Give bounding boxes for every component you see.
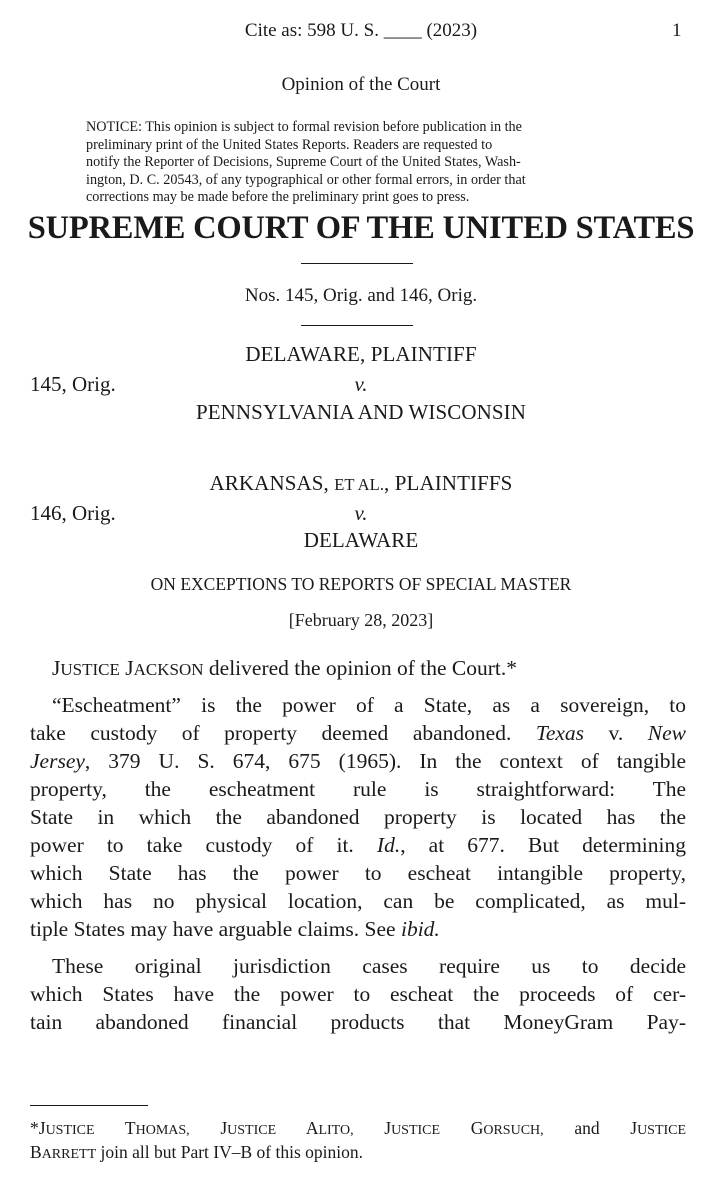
notice-line: ington, D. C. 20543, of any typographical or other formal errors, in order that <box>86 171 526 188</box>
case1-defendant: PENNSYLVANIA AND WISCONSIN <box>195 400 527 424</box>
fn-justice-sc: USTICE <box>637 1123 687 1138</box>
fn-thomas-text: HOMAS <box>135 1123 187 1138</box>
body-line <box>30 748 686 775</box>
notice-line: NOTICE: This opinion is subject to formal revision before publication in the <box>86 119 522 135</box>
body-text: take custody of property deemed abandoned. <box>30 721 512 745</box>
docket-numbers: Nos. 145, Orig. and 146, Orig. <box>244 285 478 306</box>
body-line: property, the escheatment rule is straightforward: The <box>30 777 686 801</box>
fn-alito-a: A <box>305 1118 319 1138</box>
intro-j: J <box>52 656 61 680</box>
intro-jackson-j: J <box>125 656 134 680</box>
body-line: State in which the abandoned property is located has the <box>30 805 686 829</box>
case2-versus: v. <box>354 501 368 525</box>
body-line: which State has the power to escheat intangible property, <box>30 861 686 885</box>
court-title: SUPREME COURT OF THE UNITED STATES <box>27 210 695 246</box>
opinion-intro-line <box>52 655 686 682</box>
fn-and: and <box>574 1118 600 1138</box>
notice-line: notify the Reporter of Decisions, Supreme Court of the United States, Wash- <box>86 154 521 171</box>
fn-j2: J <box>220 1118 228 1138</box>
fn-justice-sc: USTICE <box>45 1123 95 1138</box>
footnote-rule <box>30 1105 148 1106</box>
notice-line: preliminary print of the United States Reports. Readers are requested to <box>86 136 493 153</box>
intro-jackson-sc: ACKSON <box>133 660 204 679</box>
fn-gorsuch-sc: ORSUCH, <box>483 1123 544 1138</box>
divider-rule <box>301 325 413 326</box>
fn-alito-text: LITO <box>318 1123 351 1138</box>
body-line: tain abandoned financial products that MoneyGram Pay- <box>30 1010 686 1034</box>
body-line: which has no physical location, can be complicated, as mul- <box>30 889 686 913</box>
case-name-texas: Texas <box>535 721 585 745</box>
case-name-new: New <box>647 721 687 745</box>
fn-thomas-sc: HOMAS, <box>135 1123 190 1138</box>
body-line: “Escheatment” is the power of a State, as a sovereign, to <box>52 693 686 717</box>
case2-plaintiff-name: ARKANSAS, <box>209 471 329 495</box>
intro-justice-sc: USTICE <box>60 660 120 679</box>
fn-gorsuch-g: G <box>470 1118 484 1138</box>
body-line <box>30 720 686 747</box>
case2-plaintiff-role: , PLAINTIFFS <box>384 471 513 495</box>
footnote-line <box>30 1140 686 1164</box>
divider-rule <box>301 263 413 264</box>
fn-j4: J <box>630 1118 638 1138</box>
fn-j3: J <box>384 1118 392 1138</box>
notice-line: corrections may be made before the preliminary print goes to press. <box>86 189 470 206</box>
fn-barrett-b: B <box>30 1142 42 1162</box>
body-line <box>30 832 686 859</box>
fn-rest: join all but Part IV–B of this opinion. <box>96 1142 364 1162</box>
case2-defendant: DELAWARE <box>303 528 419 552</box>
case1-versus: v. <box>354 372 368 396</box>
citation-header: Cite as: 598 U. S. ____ (2023) <box>244 20 478 41</box>
opinion-label: Opinion of the Court <box>281 74 441 95</box>
case2-number: 146, Orig. <box>30 501 116 525</box>
case1-plaintiff: DELAWARE, PLAINTIFF <box>245 342 477 366</box>
notice-paragraph <box>86 119 634 207</box>
body-text: , at 677. But determining <box>400 833 687 857</box>
fn-justice-sc: USTICE <box>227 1123 277 1138</box>
intro-rest: delivered the opinion of the Court.* <box>203 656 518 680</box>
footnote-line <box>30 1116 686 1140</box>
citation-ibid: ibid. <box>400 917 440 941</box>
footnote-marker: * <box>30 1118 39 1138</box>
fn-j1: J <box>38 1118 46 1138</box>
decision-date: [February 28, 2023] <box>288 610 434 630</box>
case1-number: 145, Orig. <box>30 372 116 396</box>
fn-alito-sc: LITO, <box>318 1123 354 1138</box>
case-name-jersey: Jersey <box>30 749 85 773</box>
body-text: tiple States may have arguable claims. See <box>30 917 396 941</box>
case2-et-al: ET AL. <box>334 475 385 494</box>
citation-id: Id. <box>376 833 401 857</box>
body-line: These original jurisdiction cases require us to decide <box>52 954 686 978</box>
page-number: 1 <box>672 20 682 41</box>
fn-thomas-t: T <box>124 1118 136 1138</box>
body-text: , 379 U. S. 674, 675 (1965). In the context of tangible <box>84 749 686 773</box>
exceptions-heading: ON EXCEPTIONS TO REPORTS OF SPECIAL MASTER <box>150 574 572 594</box>
body-text: power to take custody of it. <box>30 833 354 857</box>
fn-barrett-sc: ARRETT <box>41 1147 97 1162</box>
case2-plaintiff <box>0 471 722 496</box>
body-line <box>30 916 686 943</box>
fn-gorsuch-text: ORSUCH <box>483 1123 541 1138</box>
body-line: which States have the power to escheat the proceeds of cer- <box>30 982 686 1006</box>
fn-justice-sc: USTICE <box>391 1123 441 1138</box>
body-text: v. <box>584 721 648 745</box>
